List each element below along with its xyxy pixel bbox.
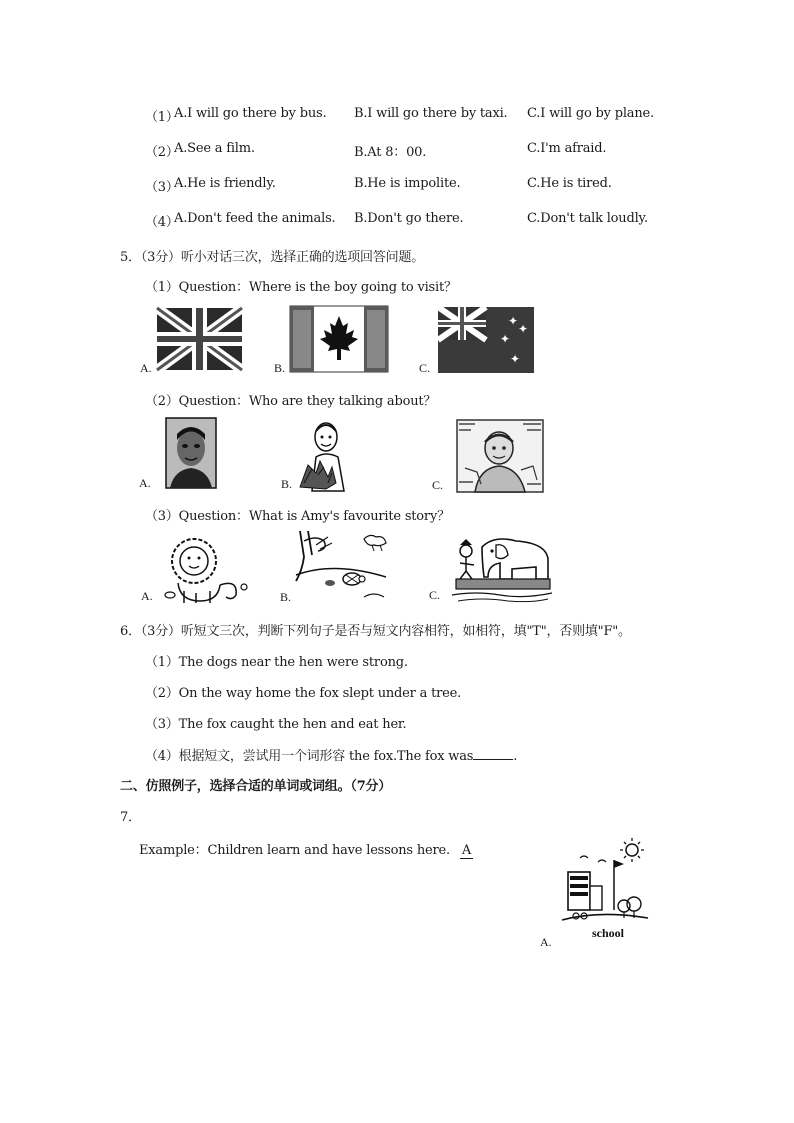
- q7-example: [139, 839, 473, 858]
- q6-item-3: （3）The fox caught the hen and eat her.: [145, 717, 407, 732]
- q5-1-label-b: B.: [274, 361, 286, 375]
- portrait-a-image[interactable]: [166, 418, 216, 488]
- q6-item-4-blank[interactable]: [473, 747, 513, 760]
- q6-item-4-text: （4）根据短文，尝试用一个词形容 the fox.The fox was: [145, 749, 474, 764]
- q4-2-option-c: C.I'm afraid.: [527, 141, 607, 156]
- q5-3-label-b: B.: [280, 590, 292, 604]
- q4-3-option-a: A.He is friendly.: [174, 176, 276, 191]
- svg-text:✦: ✦: [508, 314, 519, 328]
- q5-1-label-a: A.: [140, 361, 152, 375]
- q6-heading: 6．（3分）听短文三次，判断下列句子是否与短文内容相符，如相符，填"T"，否则填"F"。: [120, 624, 631, 639]
- q7-example-text: Example：Children learn and have lessons here.: [139, 843, 450, 858]
- q4-1-num: （1）: [145, 110, 179, 125]
- q5-3-label-a: A.: [141, 589, 153, 603]
- q4-3-num: （3）: [145, 180, 179, 195]
- svg-text:✦: ✦: [518, 322, 529, 336]
- q5-2-label-b: B.: [281, 477, 293, 491]
- q4-4-option-b: B.Don't go there.: [354, 211, 464, 226]
- q4-2-num: （2）: [145, 145, 179, 160]
- q5-2-label-c: C.: [432, 478, 444, 492]
- svg-text:✦: ✦: [500, 332, 511, 346]
- q6-item-4: [145, 745, 517, 764]
- section-2-heading: 二、仿照例子，选择合适的单词或词组。（7分）: [120, 779, 392, 794]
- q6-item-1: （1）The dogs near the hen were strong.: [145, 655, 408, 670]
- q4-3-option-b: B.He is impolite.: [354, 176, 461, 191]
- q4-1-option-b: B.I will go there by taxi.: [354, 106, 508, 121]
- q4-2-option-a: A.See a film.: [174, 141, 255, 156]
- q4-2-option-b: B.At 8：00.: [354, 145, 427, 160]
- portrait-c-image[interactable]: [457, 420, 543, 492]
- school-image[interactable]: [560, 836, 650, 940]
- q4-1-option-a: A.I will go there by bus.: [174, 106, 327, 121]
- q4-4-option-c: C.Don't talk loudly.: [527, 211, 648, 226]
- q5-3-label-c: C.: [429, 588, 441, 602]
- q4-4-num: （4）: [145, 215, 179, 230]
- q4-3-option-c: C.He is tired.: [527, 176, 612, 191]
- q5-1-question: （1）Question：Where is the boy going to visit？: [145, 280, 457, 295]
- q5-heading: 5．（3分）听小对话三次，选择正确的选项回答问题。: [120, 250, 425, 265]
- svg-text:✦: ✦: [510, 352, 521, 366]
- q6-item-2: （2）On the way home the fox slept under a tree.: [145, 686, 462, 701]
- q7-number: 7．: [120, 810, 141, 825]
- canada-flag-image[interactable]: [290, 306, 388, 372]
- uk-flag-image[interactable]: [157, 308, 242, 370]
- q4-4-option-a: A.Don't feed the animals.: [174, 211, 336, 226]
- q6-item-4-end: .: [513, 749, 518, 764]
- elephant-story-image[interactable]: [452, 537, 552, 603]
- q7-example-answer: A: [461, 843, 472, 858]
- new-zealand-flag-image[interactable]: [438, 307, 534, 373]
- lion-story-image[interactable]: [160, 535, 252, 605]
- q4-1-option-c: C.I will go by plane.: [527, 106, 654, 121]
- tortoise-story-image[interactable]: [294, 531, 394, 603]
- q7-option-a-label: A.: [540, 935, 552, 949]
- school-picture-word: school: [592, 926, 625, 940]
- q5-1-label-c: C.: [419, 361, 431, 375]
- q5-2-question: （2）Question：Who are they talking about？: [145, 394, 437, 409]
- q5-2-label-a: A.: [139, 476, 151, 490]
- portrait-b-image[interactable]: [298, 417, 350, 491]
- q5-3-question: （3）Question：What is Amy's favourite story？: [145, 509, 450, 524]
